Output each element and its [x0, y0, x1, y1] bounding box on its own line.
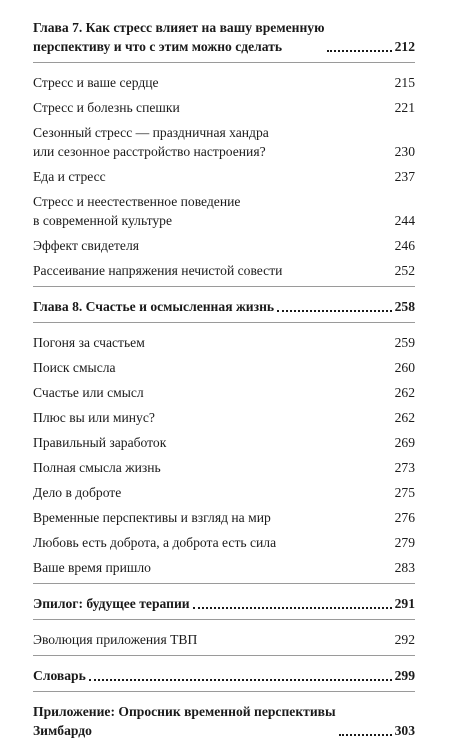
- item-title: Эффект свидетеля: [33, 238, 139, 253]
- dot-leader: [89, 679, 392, 681]
- page-number: 252: [394, 263, 415, 278]
- toc-appendix[interactable]: [33, 702, 415, 740]
- item-title: Полная смысла жизнь: [33, 460, 161, 475]
- divider-line: [33, 322, 415, 323]
- toc-chapter-8[interactable]: [33, 297, 415, 316]
- toc-item[interactable]: [33, 408, 415, 427]
- toc-item[interactable]: [33, 261, 415, 280]
- page-number: 275: [394, 485, 415, 500]
- toc-item[interactable]: [33, 192, 415, 230]
- divider-line: [33, 583, 415, 584]
- divider-line: [33, 286, 415, 287]
- page-number: 221: [394, 100, 415, 115]
- toc-item[interactable]: [33, 383, 415, 402]
- toc-item[interactable]: [33, 358, 415, 377]
- item-title: Ваше время пришло: [33, 560, 151, 575]
- page-number: 269: [394, 435, 415, 450]
- toc-item[interactable]: [33, 123, 415, 161]
- toc-chapter-7[interactable]: [33, 18, 415, 56]
- toc-item[interactable]: [33, 333, 415, 352]
- toc-glossary[interactable]: [33, 666, 415, 685]
- toc-item[interactable]: [33, 433, 415, 452]
- chapter-title-line-2: перспективу и что с этим можно сделать: [33, 39, 283, 54]
- chapter-title-line-1: Глава 7. Как стресс влияет на вашу временную: [33, 20, 325, 35]
- page-number: 259: [394, 335, 415, 350]
- toc-item[interactable]: [33, 236, 415, 255]
- toc-item[interactable]: [33, 533, 415, 552]
- page-number: 230: [394, 144, 415, 159]
- toc-item[interactable]: [33, 458, 415, 477]
- divider-line: [33, 619, 415, 620]
- page-number: 260: [394, 360, 415, 375]
- divider-line: [33, 691, 415, 692]
- item-title: Стресс и ваше сердце: [33, 75, 159, 90]
- chapter-title: [33, 18, 324, 56]
- item-title: Плюс вы или минус?: [33, 410, 155, 425]
- item-title-line-1: Сезонный стресс — праздничная хандра: [33, 125, 269, 140]
- dot-leader: [193, 607, 392, 609]
- page-number: 262: [394, 410, 415, 425]
- item-title: Стресс и болезнь спешки: [33, 100, 180, 115]
- page-number: 299: [394, 668, 415, 683]
- toc-epilogue[interactable]: [33, 594, 415, 613]
- dot-leader: [327, 50, 391, 52]
- page-number: 292: [394, 632, 415, 647]
- dot-leader: [339, 734, 392, 736]
- item-title: Поиск смысла: [33, 360, 116, 375]
- chapter-title: Словарь: [33, 668, 86, 683]
- chapter-title-line-2: Зимбардо: [33, 723, 92, 738]
- item-title-line-2: или сезонное расстройство настроения?: [33, 144, 266, 159]
- item-title: Рассеивание напряжения нечистой совести: [33, 263, 283, 278]
- chapter-title: Глава 8. Счастье и осмысленная жизнь: [33, 299, 275, 314]
- page-number: 291: [394, 596, 415, 611]
- toc-item[interactable]: [33, 508, 415, 527]
- item-title-line-1: Стресс и неестественное поведение: [33, 194, 241, 209]
- toc-item[interactable]: [33, 630, 415, 649]
- page-number: 246: [394, 238, 415, 253]
- page-number: 237: [394, 169, 415, 184]
- page-number: 283: [394, 560, 415, 575]
- toc-item[interactable]: [33, 73, 415, 92]
- page-number: 244: [394, 213, 415, 228]
- page-number: 273: [394, 460, 415, 475]
- page-number: 212: [394, 39, 415, 54]
- toc-item[interactable]: [33, 98, 415, 117]
- item-title: [33, 123, 269, 161]
- chapter-title-line-1: Приложение: Опросник временной перспективы: [33, 704, 336, 719]
- item-title: Погоня за счастьем: [33, 335, 145, 350]
- item-title-line-2: в современной культуре: [33, 213, 173, 228]
- chapter-title: Эпилог: будущее терапии: [33, 596, 190, 611]
- item-title: Еда и стресс: [33, 169, 106, 184]
- page-number: 262: [394, 385, 415, 400]
- page-number: 258: [394, 299, 415, 314]
- page-number: 276: [394, 510, 415, 525]
- item-title: Временные перспективы и взгляд на мир: [33, 510, 271, 525]
- page-number: 279: [394, 535, 415, 550]
- item-title: [33, 192, 240, 230]
- toc-item[interactable]: [33, 558, 415, 577]
- item-title: Эволюция приложения ТВП: [33, 632, 198, 647]
- page-number: 215: [394, 75, 415, 90]
- item-title: Любовь есть доброта, а доброта есть сила: [33, 535, 277, 550]
- table-of-contents: [33, 18, 415, 746]
- toc-item[interactable]: [33, 483, 415, 502]
- dot-leader: [277, 310, 391, 312]
- item-title: Дело в доброте: [33, 485, 122, 500]
- item-title: Счастье или смысл: [33, 385, 144, 400]
- chapter-title: [33, 702, 336, 740]
- toc-item[interactable]: [33, 167, 415, 186]
- item-title: Правильный заработок: [33, 435, 167, 450]
- page-number: 303: [394, 723, 415, 738]
- divider-line: [33, 655, 415, 656]
- divider-line: [33, 62, 415, 63]
